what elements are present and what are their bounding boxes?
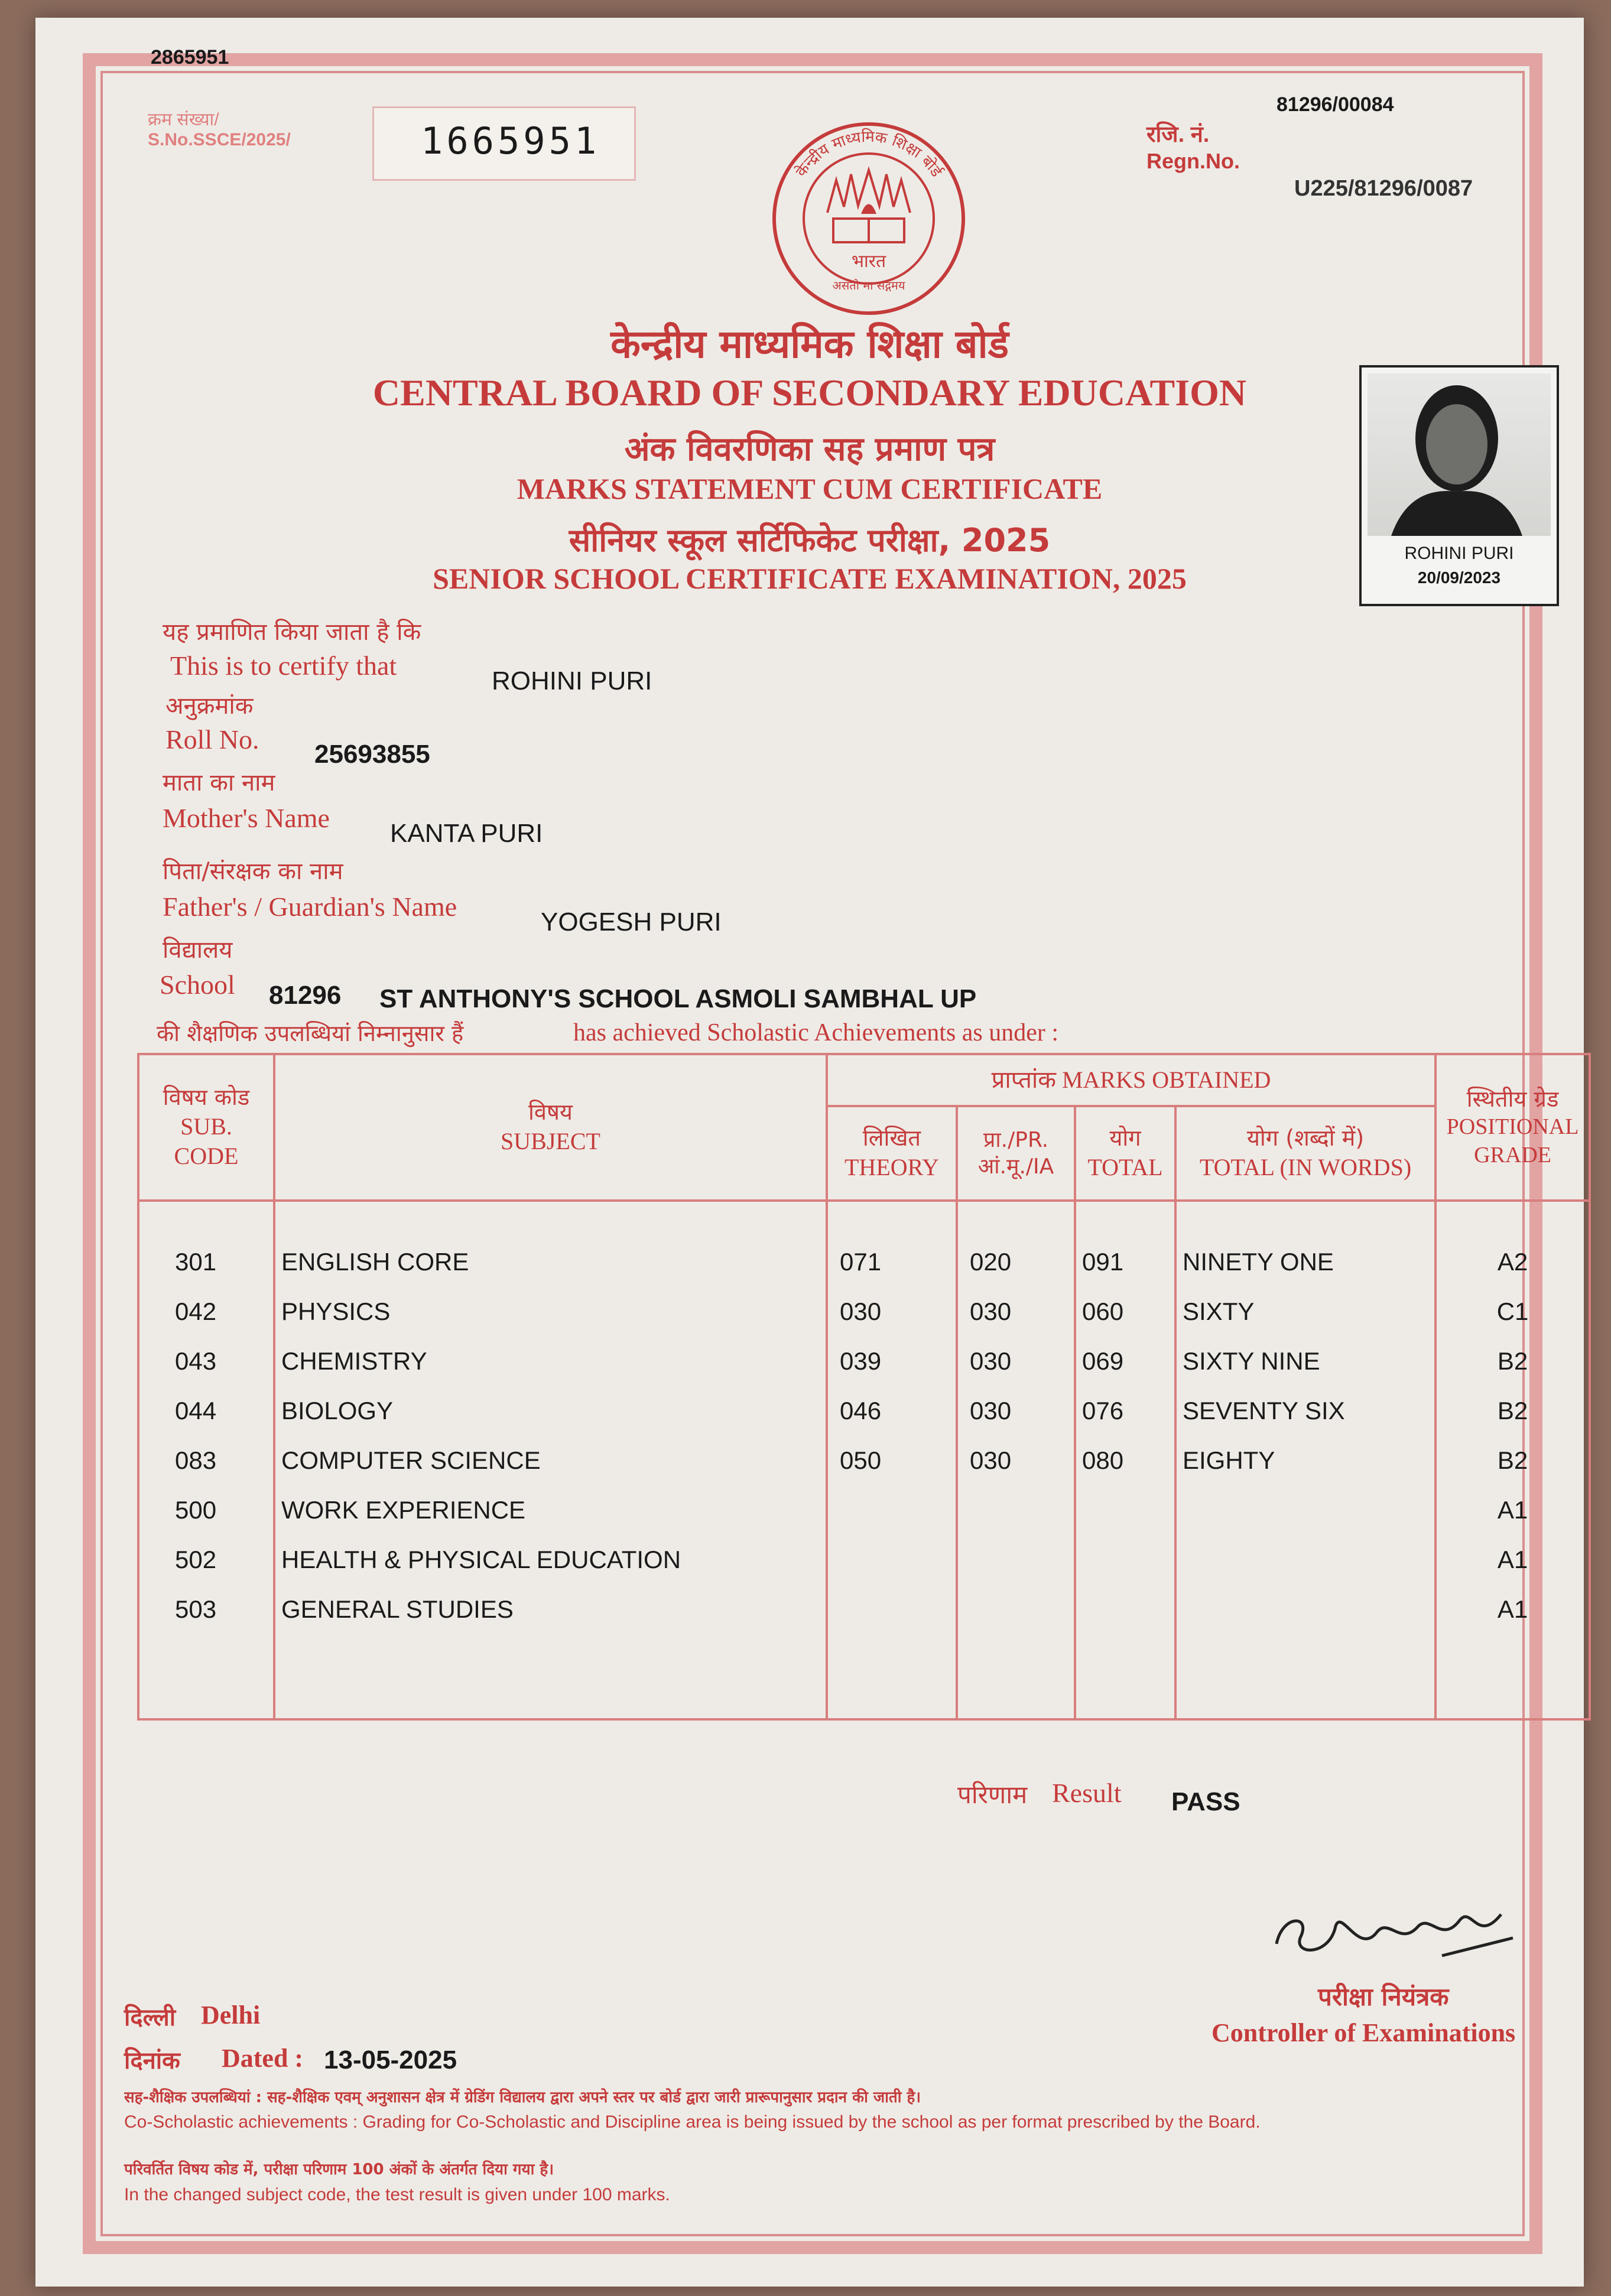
subject-total [1082,1485,1174,1535]
col-ia [957,1201,1075,1719]
subject-total: 069 [1082,1347,1124,1375]
subject-total: 080 [1082,1446,1124,1474]
logo-ring-text: केन्द्रीय माध्यमिक शिक्षा बोर्ड [792,128,946,181]
serial-label-en: S.No.SSCE/2025/ [148,130,291,149]
school-code: 81296 [269,981,342,1010]
subject-words [1183,1535,1434,1585]
footnote-2-hi: परिवर्तित विषय कोड में, परीक्षा परिणाम 100 अंकों के अंतर्गत दिया गया है। [124,2161,554,2178]
logo-motto: असतो मा सद्गमय [832,278,905,292]
subject-code: 044 [175,1397,217,1425]
cbse-logo [768,118,969,319]
controller-hi: परीक्षा नियंत्रक [1318,1982,1449,2011]
col-subject [274,1201,827,1719]
subject-grade: A1 [1497,1595,1528,1623]
marks-table [137,1053,1591,1721]
subject-total: 076 [1082,1397,1124,1425]
doc-title-en: MARKS STATEMENT CUM CERTIFICATE [517,472,1103,505]
subject-grade: A1 [1497,1546,1528,1573]
certify-en: This is to certify that [170,651,397,681]
certificate-sheet [35,18,1584,2287]
photo-name: ROHINI PURI [1404,544,1514,563]
col-theory [827,1201,957,1719]
subject-words: SEVENTY SIX [1183,1397,1345,1425]
subject-code: 301 [175,1248,217,1276]
subject-theory: 039 [840,1347,882,1375]
subject-theory: 030 [840,1297,882,1325]
header-subject: विषय SUBJECT [274,1054,827,1201]
col-grade [1435,1201,1590,1719]
subject-words: EIGHTY [1183,1446,1275,1474]
father-label-hi: पिता/संरक्षक का नाम [163,858,343,885]
subject-total [1082,1535,1174,1585]
header-positional-grade: स्थितीय ग्रेड POSITIONAL GRADE [1435,1054,1590,1201]
footnote-1-en: Co-Scholastic achievements : Grading for Co-Scholastic and Discipline area is being issued by the school as per format prescribed by the Board. [124,2112,1261,2132]
candidate-name: ROHINI PURI [492,666,652,695]
subject-ia: 030 [970,1297,1012,1325]
header-theory: लिखित THEORY [827,1106,957,1201]
board-title-en: CENTRAL BOARD OF SECONDARY EDUCATION [372,372,1247,414]
achieved-en: has achieved Scholastic Achievements as under : [573,1019,1059,1046]
subject-grade: B2 [1497,1397,1528,1425]
subject-name: WORK EXPERIENCE [281,1496,526,1524]
serial-number: 1665951 [421,119,600,162]
subject-ia: 020 [970,1248,1012,1276]
subject-name: ENGLISH CORE [281,1248,469,1276]
header-pr-ia: प्रा./PR. आं.मू./IA [957,1106,1075,1201]
subject-ia [970,1485,1074,1535]
top-right-code: 81296/00084 [1277,93,1394,116]
subject-words [1183,1485,1434,1535]
candidate-photo [1359,365,1559,606]
subject-total: 091 [1082,1248,1124,1276]
exam-title-hi: सीनियर स्कूल सर्टिफिकेट परीक्षा, 2025 [569,522,1051,559]
result-value: PASS [1171,1787,1240,1816]
board-title-hi: केन्द्रीय माध्यमिक शिक्षा बोर्ड [610,321,1009,367]
regn-label-en: Regn.No. [1146,149,1240,173]
subject-ia: 030 [970,1446,1012,1474]
subject-name: HEALTH & PHYSICAL EDUCATION [281,1546,681,1573]
subject-total: 060 [1082,1297,1124,1325]
subject-theory: 050 [840,1446,882,1474]
controller-en: Controller of Examinations [1212,2018,1516,2047]
subject-words: SIXTY NINE [1183,1347,1320,1375]
achieved-hi: की शैक्षणिक उपलब्धियां निम्नानुसार हैं [157,1020,464,1046]
subject-theory [840,1585,956,1634]
subject-name: GENERAL STUDIES [281,1595,514,1623]
subject-grade: A2 [1497,1248,1528,1276]
dated-en: Dated : [222,2044,304,2073]
photo-image [1368,373,1551,536]
subject-words: NINETY ONE [1183,1248,1334,1276]
header-marks-obtained: प्राप्तांक MARKS OBTAINED [827,1054,1435,1106]
subject-theory [840,1535,956,1585]
subject-grade: B2 [1497,1446,1528,1474]
header-total: योग TOTAL [1075,1106,1175,1201]
subject-ia [970,1535,1074,1585]
regn-label-hi: रजि. नं. [1146,122,1210,147]
col-words [1175,1201,1435,1719]
subject-grade: B2 [1497,1347,1528,1375]
subject-total [1082,1585,1174,1634]
col-code [138,1201,274,1719]
exam-title-en: SENIOR SCHOOL CERTIFICATE EXAMINATION, 2025 [433,562,1187,595]
father-label-en: Father's / Guardian's Name [163,892,457,922]
subject-theory: 071 [840,1248,882,1276]
header-sub-code: विषय कोड SUB. CODE [138,1054,274,1201]
result-label-en: Result [1052,1778,1122,1808]
result-label-hi: परिणाम [957,1780,1028,1809]
photo-date: 20/09/2023 [1417,568,1501,587]
subject-theory [840,1485,956,1535]
certify-hi: यह प्रमाणित किया जाता है कि [163,619,421,646]
regn-number: U225/81296/0087 [1294,176,1473,201]
father-name: YOGESH PURI [541,908,722,936]
date-value: 13-05-2025 [324,2045,457,2074]
mother-label-en: Mother's Name [163,803,330,833]
top-serial: 2865951 [151,46,229,69]
footnote-2-en: In the changed subject code, the test result is given under 100 marks. [124,2185,670,2204]
subject-words: SIXTY [1183,1297,1255,1325]
serial-label-hi: क्रम संख्या/ [148,110,219,129]
subject-ia [970,1585,1074,1634]
subject-code: 500 [175,1496,217,1524]
logo-country: भारत [851,251,886,272]
place-en: Delhi [201,2001,261,2030]
doc-title-hi: अंक विवरणिका सह प्रमाण पत्र [624,430,995,469]
mother-label-hi: माता का नाम [163,769,275,796]
school-name: ST ANTHONY'S SCHOOL ASMOLI SAMBHAL UP [379,984,977,1013]
subject-code: 043 [175,1347,217,1375]
roll-label-hi: अनुक्रमांक [165,692,254,720]
roll-label-en: Roll No. [165,724,259,755]
subject-name: COMPUTER SCIENCE [281,1446,541,1474]
subject-ia: 030 [970,1347,1012,1375]
subject-code: 502 [175,1546,217,1573]
school-label-en: School [160,970,235,1000]
subject-name: BIOLOGY [281,1397,394,1425]
place-hi: दिल्ली [124,2004,176,2031]
col-total [1075,1201,1175,1719]
subject-name: PHYSICS [281,1297,391,1325]
subject-code: 083 [175,1446,217,1474]
subject-name: CHEMISTRY [281,1347,427,1375]
subject-code: 042 [175,1297,217,1325]
mother-name: KANTA PURI [390,819,543,848]
subject-code: 503 [175,1595,217,1623]
footnote-1-hi: सह-शैक्षिक उपलब्धियां : सह-शैक्षिक एवम् अनुशासन क्षेत्र में ग्रेडिंग विद्यालय द्वारा अपने स्तर पर बोर्ड द्वारा जारी प्रारूपानुसार प्रदान की जाती है। [124,2089,921,2106]
dated-hi: दिनांक [124,2047,180,2074]
controller-signature [1265,1891,1525,1979]
subject-ia: 030 [970,1397,1012,1425]
subject-theory: 046 [840,1397,882,1425]
header-total-words: योग (शब्दों में) TOTAL (IN WORDS) [1175,1106,1435,1201]
subject-grade: C1 [1496,1297,1529,1325]
subject-words [1183,1585,1434,1634]
school-label-hi: विद्यालय [163,936,233,964]
roll-number: 25693855 [314,740,430,769]
subject-grade: A1 [1497,1496,1528,1524]
